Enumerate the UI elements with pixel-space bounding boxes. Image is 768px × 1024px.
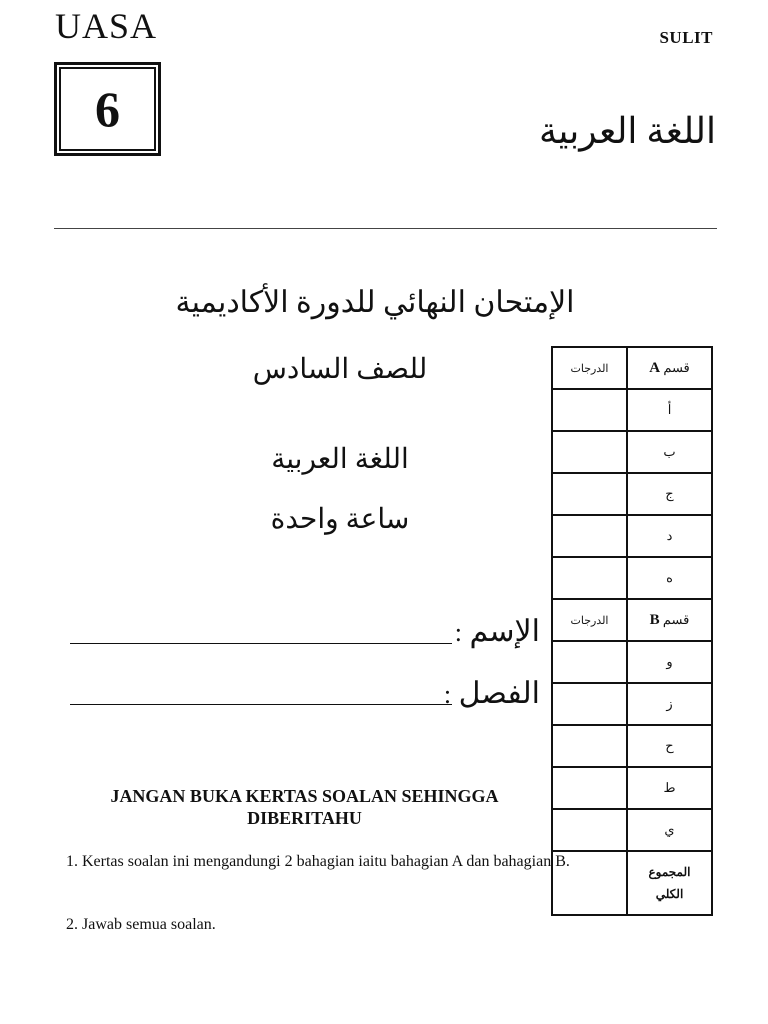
score-cell[interactable] — [552, 767, 627, 809]
instruction-1: 1. Kertas soalan ini mengandungi 2 bahagian iaitu bahagian A dan bahagian B. — [66, 853, 570, 870]
section-a-letter: A — [649, 359, 661, 376]
total-label-line2: الكلي — [655, 887, 684, 901]
score-row — [552, 683, 712, 725]
question-label: د — [627, 515, 712, 557]
grade-box: 6 — [54, 62, 161, 156]
score-cell[interactable] — [552, 809, 627, 851]
section-b-header-row — [552, 599, 712, 641]
classification-label: SULIT — [659, 28, 713, 47]
total-label — [627, 851, 712, 915]
exam-duration: ساعة واحدة — [270, 504, 410, 535]
score-row — [552, 725, 712, 767]
total-label-line1: المجموع — [648, 865, 691, 879]
section-word: قسم — [662, 611, 690, 627]
section-a-header — [627, 347, 712, 389]
exam-code: UASA — [55, 6, 158, 46]
score-row — [552, 809, 712, 851]
score-row — [552, 431, 712, 473]
name-label: الإسم — [469, 615, 540, 648]
class-field[interactable] — [70, 704, 452, 705]
question-label: ج — [627, 473, 712, 515]
score-cell[interactable] — [552, 473, 627, 515]
score-row — [552, 641, 712, 683]
score-row — [552, 557, 712, 599]
score-row — [552, 515, 712, 557]
total-score-cell[interactable] — [552, 851, 627, 915]
name-separator: : — [454, 618, 462, 647]
exam-class: للصف السادس — [252, 354, 428, 385]
score-cell[interactable] — [552, 683, 627, 725]
subject-heading: اللغة العربية — [539, 111, 716, 151]
do-not-open-warning: JANGAN BUKA KERTAS SOALAN SEHINGGA DIBERITAHU — [110, 786, 499, 828]
score-cell[interactable] — [552, 431, 627, 473]
question-label: ه — [627, 557, 712, 599]
score-cell[interactable] — [552, 725, 627, 767]
score-row — [552, 767, 712, 809]
exam-subject: اللغة العربية — [271, 444, 409, 475]
name-field[interactable] — [70, 643, 452, 644]
section-a-header-row — [552, 347, 712, 389]
name-field-label — [455, 614, 540, 649]
score-table — [551, 346, 713, 916]
score-row — [552, 389, 712, 431]
class-separator: : — [443, 680, 452, 709]
score-cell[interactable] — [552, 557, 627, 599]
question-label: ط — [627, 767, 712, 809]
score-cell[interactable] — [552, 515, 627, 557]
question-label: ي — [627, 809, 712, 851]
instruction-2: 2. Jawab semua soalan. — [66, 916, 216, 933]
score-cell[interactable] — [552, 641, 627, 683]
class-label: الفصل — [458, 677, 540, 710]
header-divider — [54, 228, 717, 229]
section-b-letter: B — [649, 611, 660, 628]
question-label: أ — [627, 389, 712, 431]
marks-header: الدرجات — [552, 347, 627, 389]
score-cell[interactable] — [552, 389, 627, 431]
section-b-header — [627, 599, 712, 641]
total-row — [552, 851, 712, 915]
section-word: قسم — [663, 359, 690, 375]
exam-title: الإمتحان النهائي للدورة الأكاديمية — [175, 286, 575, 319]
question-label: ز — [627, 683, 712, 725]
question-label: ح — [627, 725, 712, 767]
question-label: ب — [627, 431, 712, 473]
score-row — [552, 473, 712, 515]
class-field-label — [444, 676, 540, 711]
marks-header: الدرجات — [552, 599, 627, 641]
question-label: و — [627, 641, 712, 683]
